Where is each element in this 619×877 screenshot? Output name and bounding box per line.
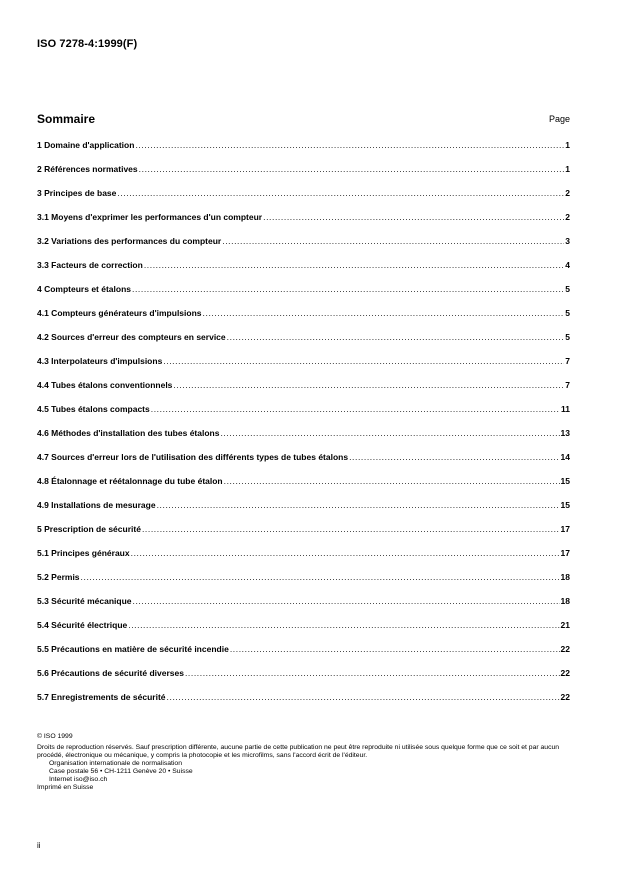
toc-entry-title: 4.9 Installations de mesurage [37,500,156,510]
toc-entry-page: 5 [565,284,570,294]
toc-entry [37,692,570,716]
toc-entry-title: 4.4 Tubes étalons conventionnels [37,380,173,390]
toc-entry-title: 5.5 Précautions en matière de sécurité incendie [37,644,229,654]
toc-dot-leader [227,332,565,342]
toc-entry-title: 5.6 Précautions de sécurité diverses [37,668,184,678]
toc-dot-leader [81,572,560,582]
toc-entry-title: 4.5 Tubes étalons compacts [37,404,150,414]
toc-dot-leader [224,476,560,486]
toc-dot-leader [173,380,564,390]
toc-dot-leader [135,140,564,150]
toc-entry-title: 1 Domaine d'application [37,140,135,150]
toc-dot-leader [222,236,564,246]
toc-entry-title: 5.2 Permis [37,572,80,582]
toc-entry [37,524,570,548]
toc-dot-leader [185,668,560,678]
toc-entry-title: 4.6 Méthodes d'installation des tubes étalons [37,428,220,438]
toc-entry-page: 1 [565,164,570,174]
toc-title: Sommaire [37,112,96,126]
toc-entry [37,476,570,500]
toc-dot-leader [263,212,564,222]
toc-entry-title: 2 Références normatives [37,164,138,174]
toc-page-column-label: Page [548,114,570,124]
toc-entry [37,236,570,260]
toc-entry [37,188,570,212]
postal-address: Case postale 56 • CH-1211 Genève 20 • Suisse [49,768,193,775]
toc-entry-page: 22 [560,644,570,654]
toc-entry [37,500,570,524]
toc-entry-page: 2 [565,188,570,198]
toc-entry-page: 5 [565,308,570,318]
page-number: ii [37,841,41,850]
toc-dot-leader [203,308,565,318]
toc-entry-page: 5 [565,332,570,342]
toc-entry-title: 4 Compteurs et étalons [37,284,131,294]
toc-dot-leader [167,692,560,702]
toc-entry-page: 13 [560,428,570,438]
toc-dot-leader [151,404,560,414]
toc-entry-page: 22 [560,668,570,678]
toc-entry [37,428,570,452]
toc-entry-page: 21 [560,620,570,630]
toc-dot-leader [163,356,564,366]
toc-entry-title: 4.7 Sources d'erreur lors de l'utilisation des différents types de tubes étalons [37,452,349,462]
toc-entry-title: 5.7 Enregistrements de sécurité [37,692,166,702]
toc-entry [37,596,570,620]
toc-entry-page: 7 [565,356,570,366]
toc-entry [37,260,570,284]
toc-entry-page: 7 [565,380,570,390]
toc-entry [37,212,570,236]
toc-entry-page: 15 [560,476,570,486]
toc-dot-leader [349,452,559,462]
toc-entry [37,308,570,332]
toc-entry-page: 14 [560,452,570,462]
toc-entry-page: 1 [565,140,570,150]
toc-entry-title: 4.3 Interpolateurs d'impulsions [37,356,163,366]
toc-entry-title: 3.1 Moyens d'exprimer les performances d'un compteur [37,212,263,222]
toc-dot-leader [139,164,565,174]
toc-entry [37,644,570,668]
toc-entry-title: 5 Prescription de sécurité [37,524,141,534]
toc-entry-title: 3.2 Variations des performances du compteur [37,236,222,246]
copyright-footer [37,733,577,792]
toc-entry-page: 4 [565,260,570,270]
toc-entry-page: 11 [561,404,570,414]
toc-entry-title: 4.8 Étalonnage et réétalonnage du tube étalon [37,476,223,486]
toc-entry-page: 17 [560,548,570,558]
toc-entry-page: 18 [560,572,570,582]
toc-entry [37,164,570,188]
toc-entry [37,452,570,476]
toc-dot-leader [144,260,564,270]
toc-entry [37,356,570,380]
toc-entry-title: 5.3 Sécurité mécanique [37,596,132,606]
toc-dot-leader [132,284,564,294]
toc-entry [37,332,570,356]
toc-entry-page: 17 [560,524,570,534]
toc-dot-leader [117,188,564,198]
toc-entry-page: 18 [560,596,570,606]
toc-header [37,112,570,128]
copyright-line: © ISO 1999 [37,733,73,740]
toc-entry-title: 4.2 Sources d'erreur des compteurs en service [37,332,226,342]
toc-dot-leader [230,644,560,654]
printed-in: Imprimé en Suisse [37,784,94,791]
table-of-contents [37,140,570,716]
toc-entry [37,140,570,164]
toc-entry-title: 5.4 Sécurité électrique [37,620,128,630]
toc-entry-title: 3.3 Facteurs de correction [37,260,143,270]
internet-contact: Internet iso@iso.ch [49,776,108,783]
toc-dot-leader [157,500,560,510]
toc-entry-page: 3 [565,236,570,246]
toc-dot-leader [142,524,560,534]
rights-notice: Droits de reproduction réservés. Sauf prescription différente, aucune partie de cette publication ne peut être reproduite ni utilisée sous quelque forme que ce soit et par aucun procédé, électronique ou mécanique, y compris la photocopie et les microfilms, sans l'accord écrit de l'éditeur. [37,744,560,759]
toc-entry [37,380,570,404]
toc-entry-page: 22 [560,692,570,702]
toc-entry-page: 15 [560,500,570,510]
document-identifier: ISO 7278-4:1999(F) [37,38,138,50]
toc-entry [37,548,570,572]
toc-entry [37,572,570,596]
toc-entry [37,668,570,692]
toc-entry-title: 4.1 Compteurs générateurs d'impulsions [37,308,202,318]
toc-dot-leader [220,428,559,438]
toc-entry-page: 2 [565,212,570,222]
toc-entry-title: 3 Principes de base [37,188,117,198]
toc-entry [37,284,570,308]
toc-entry-title: 5.1 Principes généraux [37,548,130,558]
organization-name: Organisation internationale de normalisation [49,760,182,767]
toc-dot-leader [128,620,559,630]
toc-entry [37,404,570,428]
toc-dot-leader [133,596,560,606]
toc-dot-leader [131,548,560,558]
toc-entry [37,620,570,644]
